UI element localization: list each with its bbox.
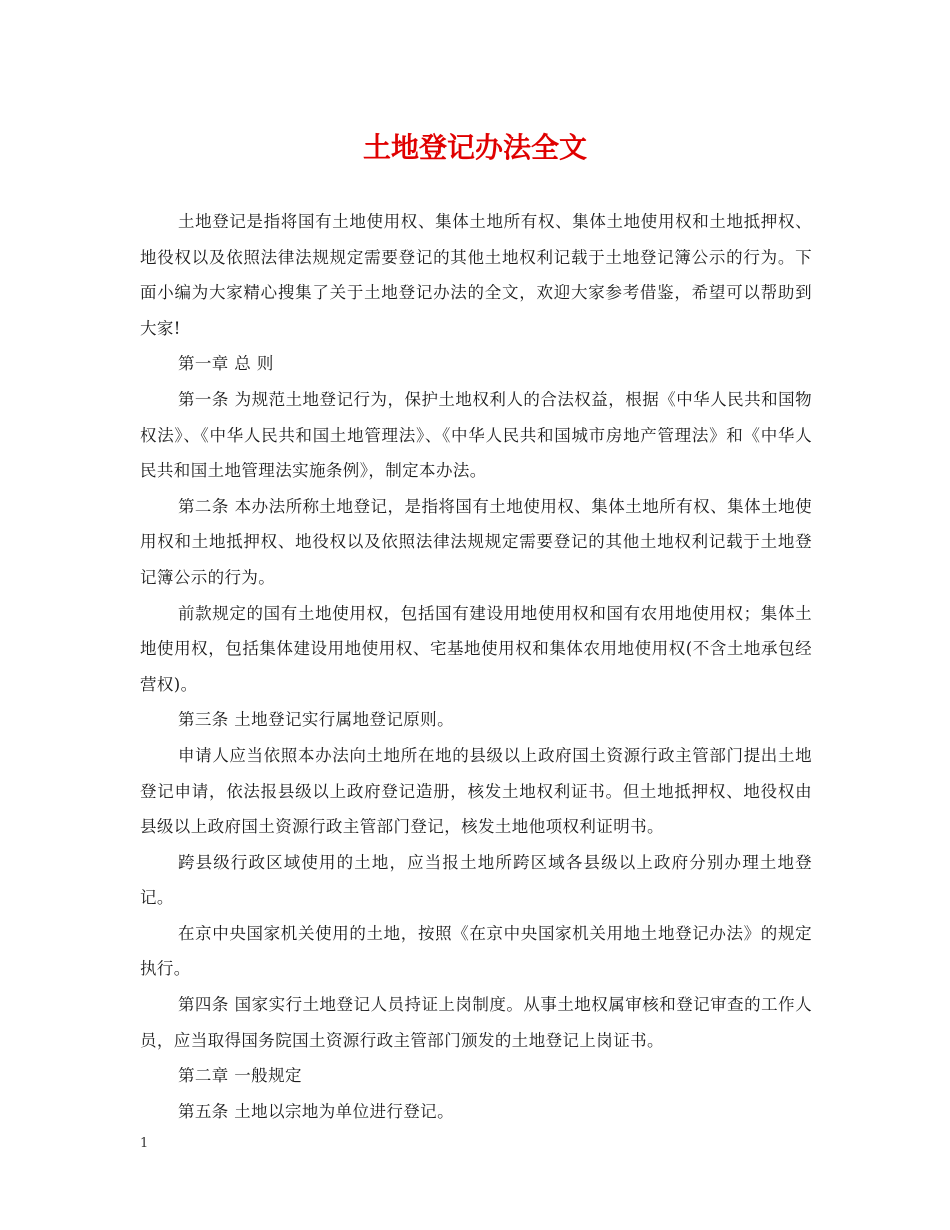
document-title: 土地登记办法全文 [362, 131, 587, 164]
chapter-heading: 第二章 一般规定 [177, 1066, 302, 1086]
article-paragraph: 前款规定的国有土地使用权，包括国有建设用地使用权和国有农用地使用权；集体土地使用权，包括集体建设用地使用权、宅基地使用权和集体农用地使用权(不含土地承包经营权)。 [140, 603, 812, 694]
article-paragraph: 第四条 国家实行土地登记人员持证上岗制度。从事土地权属审核和登记审查的工作人员，应当取得国务院国土资源行政主管部门颁发的土地登记上岗证书。 [140, 995, 812, 1050]
article-paragraph: 第二条 本办法所称土地登记，是指将国有土地使用权、集体土地所有权、集体土地使用权和土地抵押权、地役权以及依照法律法规规定需要登记的其他土地权利记载于土地登记簿公示的行为。 [140, 496, 812, 587]
article-paragraph: 在京中央国家机关使用的土地，按照《在京中央国家机关用地土地登记办法》的规定执行。 [140, 923, 812, 979]
article-paragraph: 申请人应当依照本办法向土地所在地的县级以上政府国土资源行政主管部门提出土地登记申请，依法报县级以上政府登记造册，核发土地权利证书。但土地抵押权、地役权由县级以上政府国土资源行政主管部门登记，核发土地他项权利证明书。 [140, 745, 812, 837]
article-paragraph: 跨县级行政区域使用的土地，应当报土地所跨区域各县级以上政府分别办理土地登记。 [140, 852, 812, 908]
article-paragraph: 第一条 为规范土地登记行为，保护土地权利人的合法权益，根据《中华人民共和国物权法》、《中华人民共和国土地管理法》、《中华人民共和国城市房地产管理法》和《中华人民共和国土地管理法实施条例》，制定本办法。 [140, 389, 812, 481]
page-number: 1 [140, 1136, 149, 1151]
article-paragraph: 第三条 土地登记实行属地登记原则。 [177, 710, 454, 730]
intro-paragraph: 土地登记是指将国有土地使用权、集体土地所有权、集体土地使用权和土地抵押权、地役权以及依照法律法规规定需要登记的其他土地权利记载于土地登记簿公示的行为。下面小编为大家精心搜集了关于土地登记办法的全文，欢迎大家参考借鉴，希望可以帮助到大家! [140, 212, 812, 338]
document-body [140, 204, 812, 1129]
article-paragraph: 第五条 土地以宗地为单位进行登记。 [177, 1101, 454, 1121]
chapter-heading: 第一章 总 则 [177, 354, 274, 374]
